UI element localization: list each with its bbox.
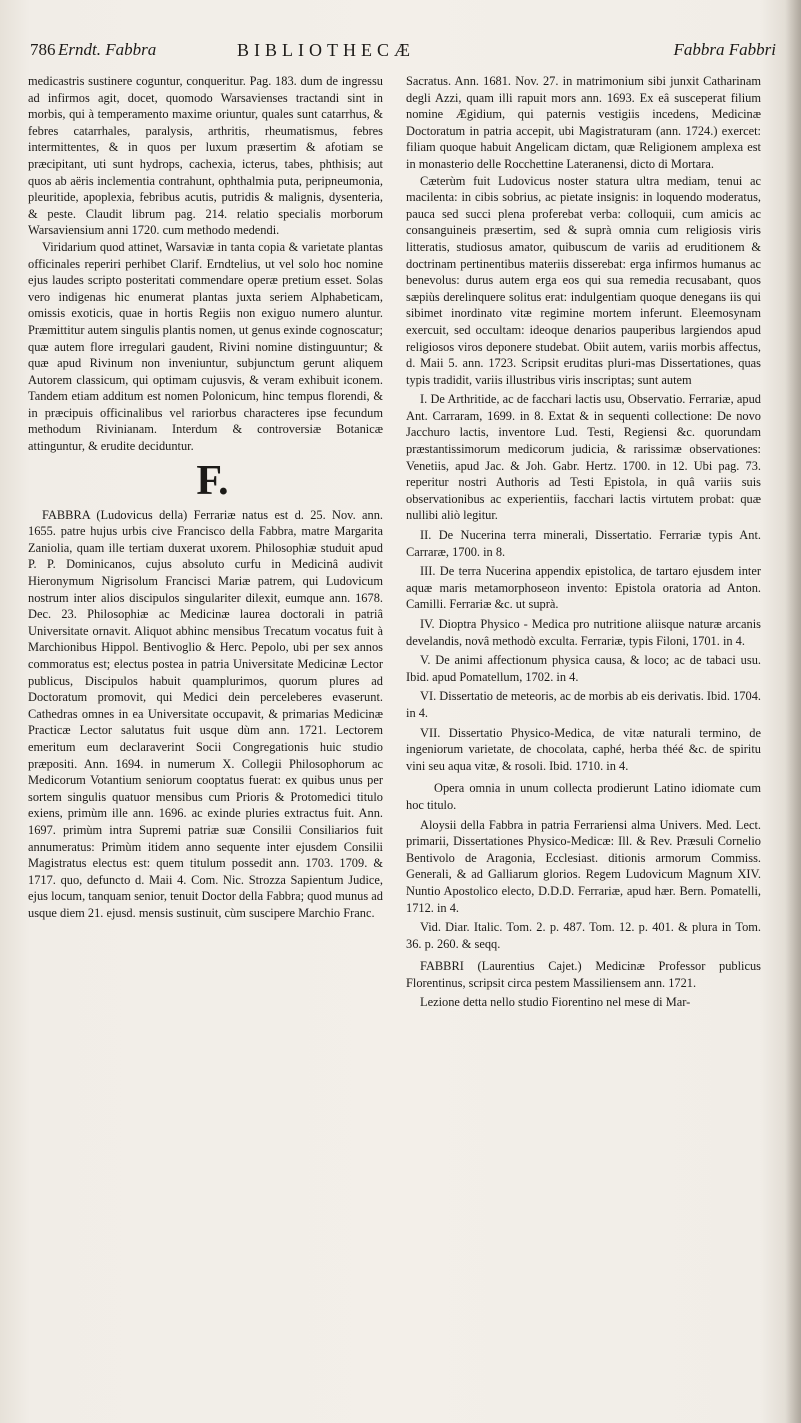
works-item-7: VII. Dissertatio Physico-Medica, de vitæ naturali termino, de ingeniorum varietate, de chocolata, caphé, herba théé &c. de spiritu vini seu aqua vitæ, & rosoli. Ibid. 1710. in 4.	[406, 725, 761, 773]
works-item-4: IV. Dioptra Physico - Medica pro nutritione aliisque naturæ arcanis develandis, novâ methodò exculta. Ferrariæ, typis Filoni, 1701. in 4.	[406, 617, 761, 648]
collected-works-title: Aloysii della Fabbra in patria Ferrariensi alma Univers. Med. Lect. primarii, Dissertationes Physico-Medicæ: Ill. & Rev. Præsuli Cornelio Bentivolo de Aragonia, Ecclesiast. ditionis armorum Commiss. Generali, & ad Galliarum glorios. Regem Ludovicum Magnum XIV. Nuntio Apostolico electo, D.D.D. Ferrariæ, apud hær. Bern. Pomatelli, 1712. in 4.	[406, 817, 761, 915]
works-item-5: V. De animi affectionum physica causa, & loco; ac de tabaci usu. Ibid. apud Pomatellum, 1702. in 4.	[406, 653, 761, 684]
page-edge-shadow	[785, 0, 801, 1423]
left-paragraph-1: medicastris sustinere coguntur, conqueritur. Pag. 183. dum de ingressu ad infirmos agit, docet, quomodo Warsavienses tractandi sint in morbis, qui à temperamento maxime oriuntur, quales sunt catarrhus, & febres catarrhales, paralysis, arthritis, rheumatismus, febres intermittentes, & in quos per luxum præsertim & afotiam se præcipitant, uti sunt hydrops, cachexia, icterus, tabes, phthisis; aut quos ab aëris inclementia contrahunt, ophthalmia puta, peripneumonia, pleuritide, apoplexia, febribus acutis, putridis & malignis, dysenteria, & peste. Claudit librum pag. 214. relatio specialis morborum Warsaviensium anni 1720. cum methodo medendi.	[28, 74, 383, 238]
collected-works-note: Opera omnia in unum collecta prodierunt Latino idiomate cum hoc titulo.	[406, 781, 761, 812]
works-item-2: II. De Nucerina terra minerali, Dissertatio. Ferrariæ typis Ant. Carraræ, 1700. in 8.	[406, 528, 761, 559]
fabbra-entry: FABBRA (Ludovicus della) Ferrariæ natus est d. 25. Nov. ann. 1655. patre hujus urbis cive Francisco della Fabbra, matre Margarita Zaniolia, quam ille tertiam duxerat uxorem. Philosophiæ studuit apud P. P. Dominicanos, cujus absoluto curfu in Medicinâ audivit Hieronymum Nigrisolum Francisci Mariæ patrem, qui Ludovicum nostrum inter alios discipulos singulariter dilexit, eumque ann. 1678. Dec. 23. Philosophiæ ac Medicinæ laurea doctorali in patriâ Universitate ornavit. Aliquot abhinc mensibus Trecatum vocatus fuit à Marchionibus Hippol. Bentivoglio & Herc. Pepolo, ubi per sex annos commoratus est; electus postea in patria Universitate Medicinæ Lector publicus, Discipulos habuit quamplurimos, quorum plures ad Doctoratum promovit, qui Medici dein perceleberes evaserunt. Cathedras omnes in ea Universitate occupavit, & primarias Medicinæ Practicæ Lector salutatus fuit usque dùm ann. 1721. Lectorem emeritum eum declaraverint Socii Congregationis huic studio præpositi. Ann. 1694. in numerum X. Collegii Philosophorum ac Medicorum Votantium seniorum cooptatus fuerat: ex quibus unus per sortem singulis quatuor mensibus cum Prioris & Protomedici titulo exiens, primùm ille ann. 1696. ac exinde pluries extractus fuit. Ann. 1697. primùm intra Supremi patriæ suæ Consilii Consiliarios fuit annumeratus: Primùm itidem anno sequente inter ejusdem Consilii Magistratus electus est: quem titulum possedit ann. 1703. 1709. & 1717. quo, defuncto d. Maii 4. Com. Nic. Strozza Sapientum Judice, ejus locum, tanquam senior, tenuit Doctor della Fabbra; quod munus ad usque diem 21. ejusd. mensis sustinuit, cùm suscipere Marchio Franc.	[28, 507, 383, 920]
works-item-3: III. De terra Nucerina appendix epistolica, de tartaro ejusdem inter aquæ maris metamorphoseon invento: Epistola oratoria ad Anton. Camilli. Ferrariæ &c. ut suprà.	[406, 564, 761, 612]
right-paragraph-2: Cæterùm fuit Ludovicus noster statura ultra mediam, tenui ac macilenta: in cibis sobrius, ac pietate insignis: in loquendo moderatus, pauca sed succi plena proferebat verba: colloquii, cum amicis ac consanguineis præsertim, sed & suprà omnia cum religiosis viris litteratis, studiosus amator, quibuscum de variis ad eruditionem & doctrinam pertinentibus materiis disserebat: erga infirmos humanus ac benevolus: durus autem erga eos qui sua remedia recusabant, quos sæpiùs derelinquere solitus erat: indulgentiam quoque denegans iis qui sibimet inordinato vitæ regimine mortem inferunt. Eleemosynam exercuit, sed occultam: ideoque denarios pauperibus largiendos apud religiosos viros deponere studebat. Obiit autem, variis morbis affectus, d. Maii 5. ann. 1723. Scripsit eruditas pluri-mas Dissertationes, quas typis tradidit, variis illustribus viris inscriptas; sunt autem	[406, 173, 761, 387]
left-running-head: Erndt. Fabbra	[58, 40, 157, 59]
works-item-6: VI. Dissertatio de meteoris, ac de morbis ab eis derivatis. Ibid. 1704. in 4.	[406, 689, 761, 720]
final-line: Lezione detta nello studio Fiorentino nel mese di Mar-	[420, 995, 691, 1010]
center-title: BIBLIOTHECÆ	[237, 40, 415, 60]
running-header	[30, 40, 776, 70]
section-letter: F.	[196, 457, 229, 504]
page-number: 786	[30, 40, 56, 59]
right-paragraph-1: Sacratus. Ann. 1681. Nov. 27. in matrimonium sibi junxit Catharinam degli Azzi, quam illi rapuit mors ann. 1693. Ex eâ susceperat filium nomine Ægidium, qui paternis vestigiis incedens, Medicinæ Doctoratum in patria accepit, ubi Magistraturam (ann. 1724.) exercet: filiam quoque habuit Angelicam dictam, quæ Religionem amplexa est in monasterio delle Rocchettine Lateranensi, dicto di Mortara.	[406, 74, 761, 171]
right-column	[406, 73, 761, 1011]
works-item-1: I. De Arthritide, ac de facchari lactis usu, Observatio. Ferrariæ, apud Ant. Carraram, 1699. in 8. Extat & in sequenti collectione: De novo Jacchuro lactis, inventore Lud. Testi, Regiensi &c. quorundam præstantissimorum medicorum judicia, & rarissimæ observationes: Venetiis, apud Jac. & Joh. Gabr. Hertz. 1700. in 12. Ubi pag. 73. reperitur nostri Authoris ad Testi Epistola, in quâ variis suis observationibus ac experientiis, facchari lactis virtutem probat: quæ nullibi aliò legitur.	[406, 392, 761, 523]
fabbri-entry: FABBRI (Laurentius Cajet.) Medicinæ Professor publicus Florentinus, scripsit circa pestem Massiliensem ann. 1721.	[406, 959, 761, 990]
left-paragraph-2: Viridarium quod attinet, Warsaviæ in tanta copia & varietate plantas officinales reperiri perhibet Clarif. Erndtelius, ut vel solo hoc nomine ejus laudes scripto posteritati commendare operæ pretium esset. Solas vero indigenas hic enumerat plantas juxta seriem Alphabeticam, omissis exoticis, quae in hortis Regiis non exiguo numero aluntur. Præmittitur autem singulis plantis nomen, ut genus exinde cognoscatur; quæ autem flore irregulari gaudent, Rivini nomine distinguuntur; & quæ apud Rivinum non inveniuntur, subjunctum gerunt aliquem Autorem classicum, qui optimam cujusvis, & veram exhibuit iconem. Tandem etiam additum est nomen Polonicum, hinc tempus florendi, & in præcipuis officinalibus vel rariorbus characteres ipse fecundum methodum Rivinianam. Interdum & controversiæ Botanicæ attinguntur, & erudite deciduntur.	[28, 239, 383, 454]
right-running-head: Fabbra Fabbri	[673, 40, 776, 59]
reference-note: Vid. Diar. Italic. Tom. 2. p. 487. Tom. 12. p. 401. & plura in Tom. 36. p. 260. & seqq.	[406, 920, 761, 951]
left-column	[28, 73, 383, 922]
